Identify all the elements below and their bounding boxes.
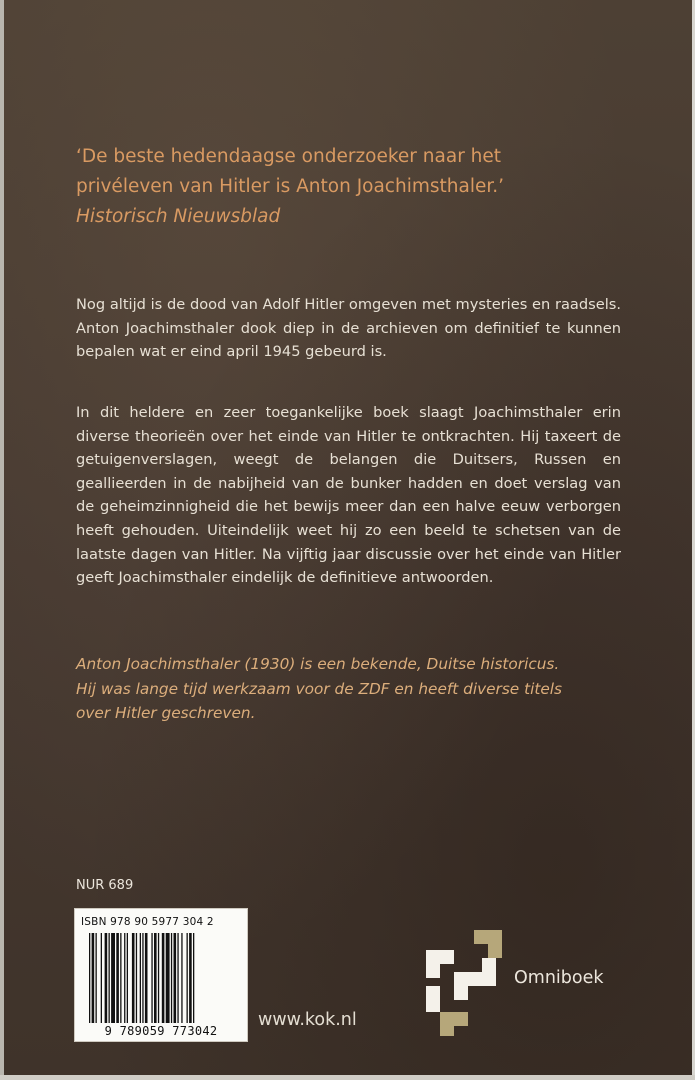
quote-source: Historisch Nieuwsblad: [76, 206, 281, 227]
barcode-digits: 9 789059 773042: [104, 1024, 218, 1038]
quote-line-1: ‘De beste hedendaagse onderzoeker naar het: [76, 146, 502, 167]
page-edge-bottom: [0, 1075, 695, 1080]
quote-line-2: privéleven van Hitler is Anton Joachimsthaler.’: [76, 176, 505, 197]
bio-line-1: Anton Joachimsthaler (1930) is een bekende, Duitse historicus.: [76, 655, 560, 673]
intro-paragraph: Nog altijd is de dood van Adolf Hitler omgeven met mysteries en raadsels. Anton Joachimsthaler dook diep in de archieven om definitief te kunnen bepalen wat er eind april 1945 gebeurd is.: [76, 296, 621, 361]
publisher-name: Omniboek: [514, 968, 604, 988]
barcode-bars: [89, 933, 237, 1023]
author-bio: [76, 652, 636, 726]
barcode: [74, 908, 248, 1042]
page-edge-left: [0, 0, 4, 1080]
bio-line-2: Hij was lange tijd werkzaam voor de ZDF en heeft diverse titels: [76, 679, 562, 698]
omniboek-logo-icon: [416, 928, 508, 1038]
website-url: www.kok.nl: [258, 1010, 357, 1030]
description-paragraph: In dit heldere en zeer toegankelijke boek slaagt Joachimsthaler erin diverse theorieën over het einde van Hitler te ontkrachten. Hij taxeert de getuigenverslagen, weegt de belangen die Duitsers, Russen en geallieerden in de nabijheid van de bunker hadden en doet verslag van de geheimzinnigheid die het bewijs meer dan een halve eeuw verborgen heeft gehouden. Uiteindelijk weet hij zo een beeld te schetsen van de laatste dagen van Hitler. Na vijftig jaar discussie over het einde van Hitler geeft Joachimsthaler eindelijk de definitieve antwoorden.: [76, 404, 621, 587]
isbn-label: ISBN 978 90 5977 304 2: [81, 916, 214, 928]
bio-line-3: over Hitler geschreven.: [76, 704, 256, 722]
nur-code: NUR 689: [76, 878, 134, 893]
review-quote: [76, 142, 636, 232]
